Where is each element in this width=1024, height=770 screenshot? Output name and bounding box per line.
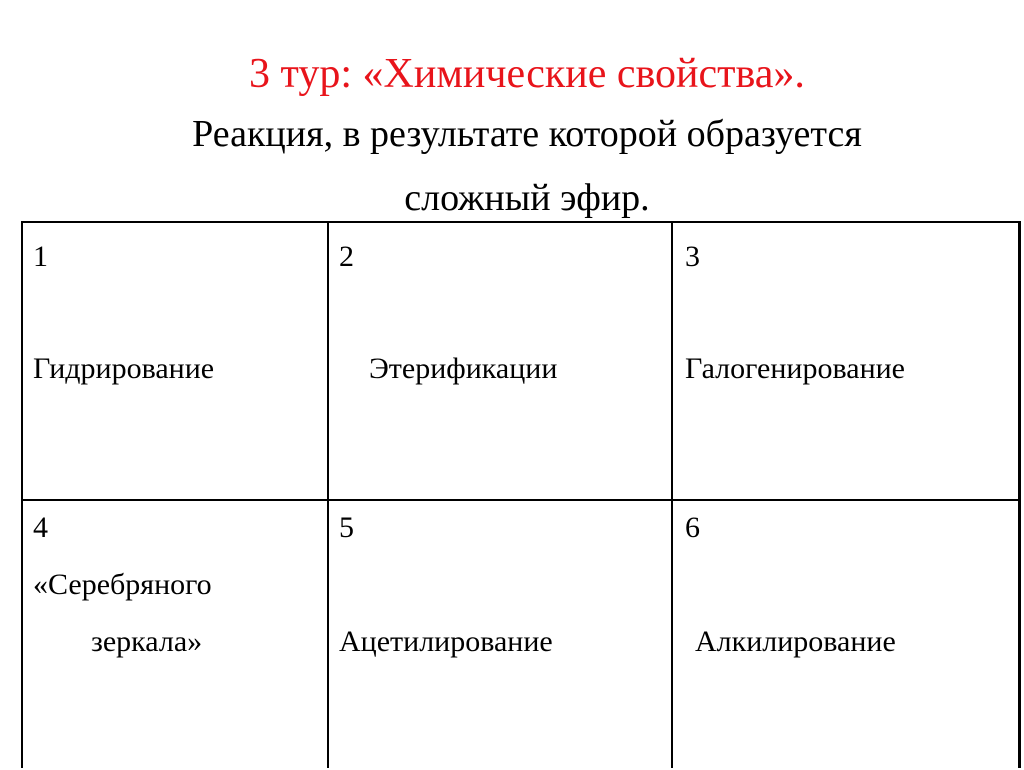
answer-grid — [21, 221, 1021, 768]
answer-label: Галогенирование — [685, 352, 905, 385]
answer-label-line-2: зеркала» — [91, 625, 203, 658]
slide-title: 3 тур: «Химические свойства». — [249, 51, 805, 97]
answer-cell-2[interactable] — [329, 223, 671, 499]
answer-cell-6[interactable] — [673, 501, 1020, 770]
answer-label: Ацетилирование — [339, 625, 553, 658]
answer-label: Алкилирование — [695, 625, 896, 658]
answer-number: 1 — [33, 240, 48, 273]
answer-cell-1[interactable] — [23, 223, 327, 499]
answer-number: 3 — [685, 240, 700, 273]
answer-label-line-1: «Серебряного — [33, 568, 212, 601]
answer-number: 4 — [33, 511, 48, 544]
question-line-1: Реакция, в результате которой образуется — [192, 113, 862, 155]
answer-cell-5[interactable] — [329, 501, 671, 770]
answer-number: 5 — [339, 511, 354, 544]
question-line-2: сложный эфир. — [404, 177, 650, 219]
answer-cell-4[interactable] — [23, 501, 327, 770]
answer-number: 2 — [339, 240, 354, 273]
answer-label: Гидрирование — [33, 352, 215, 385]
answer-number: 6 — [685, 511, 700, 544]
answer-label: Этерификации — [369, 352, 558, 385]
answer-cell-3[interactable] — [673, 223, 1020, 499]
